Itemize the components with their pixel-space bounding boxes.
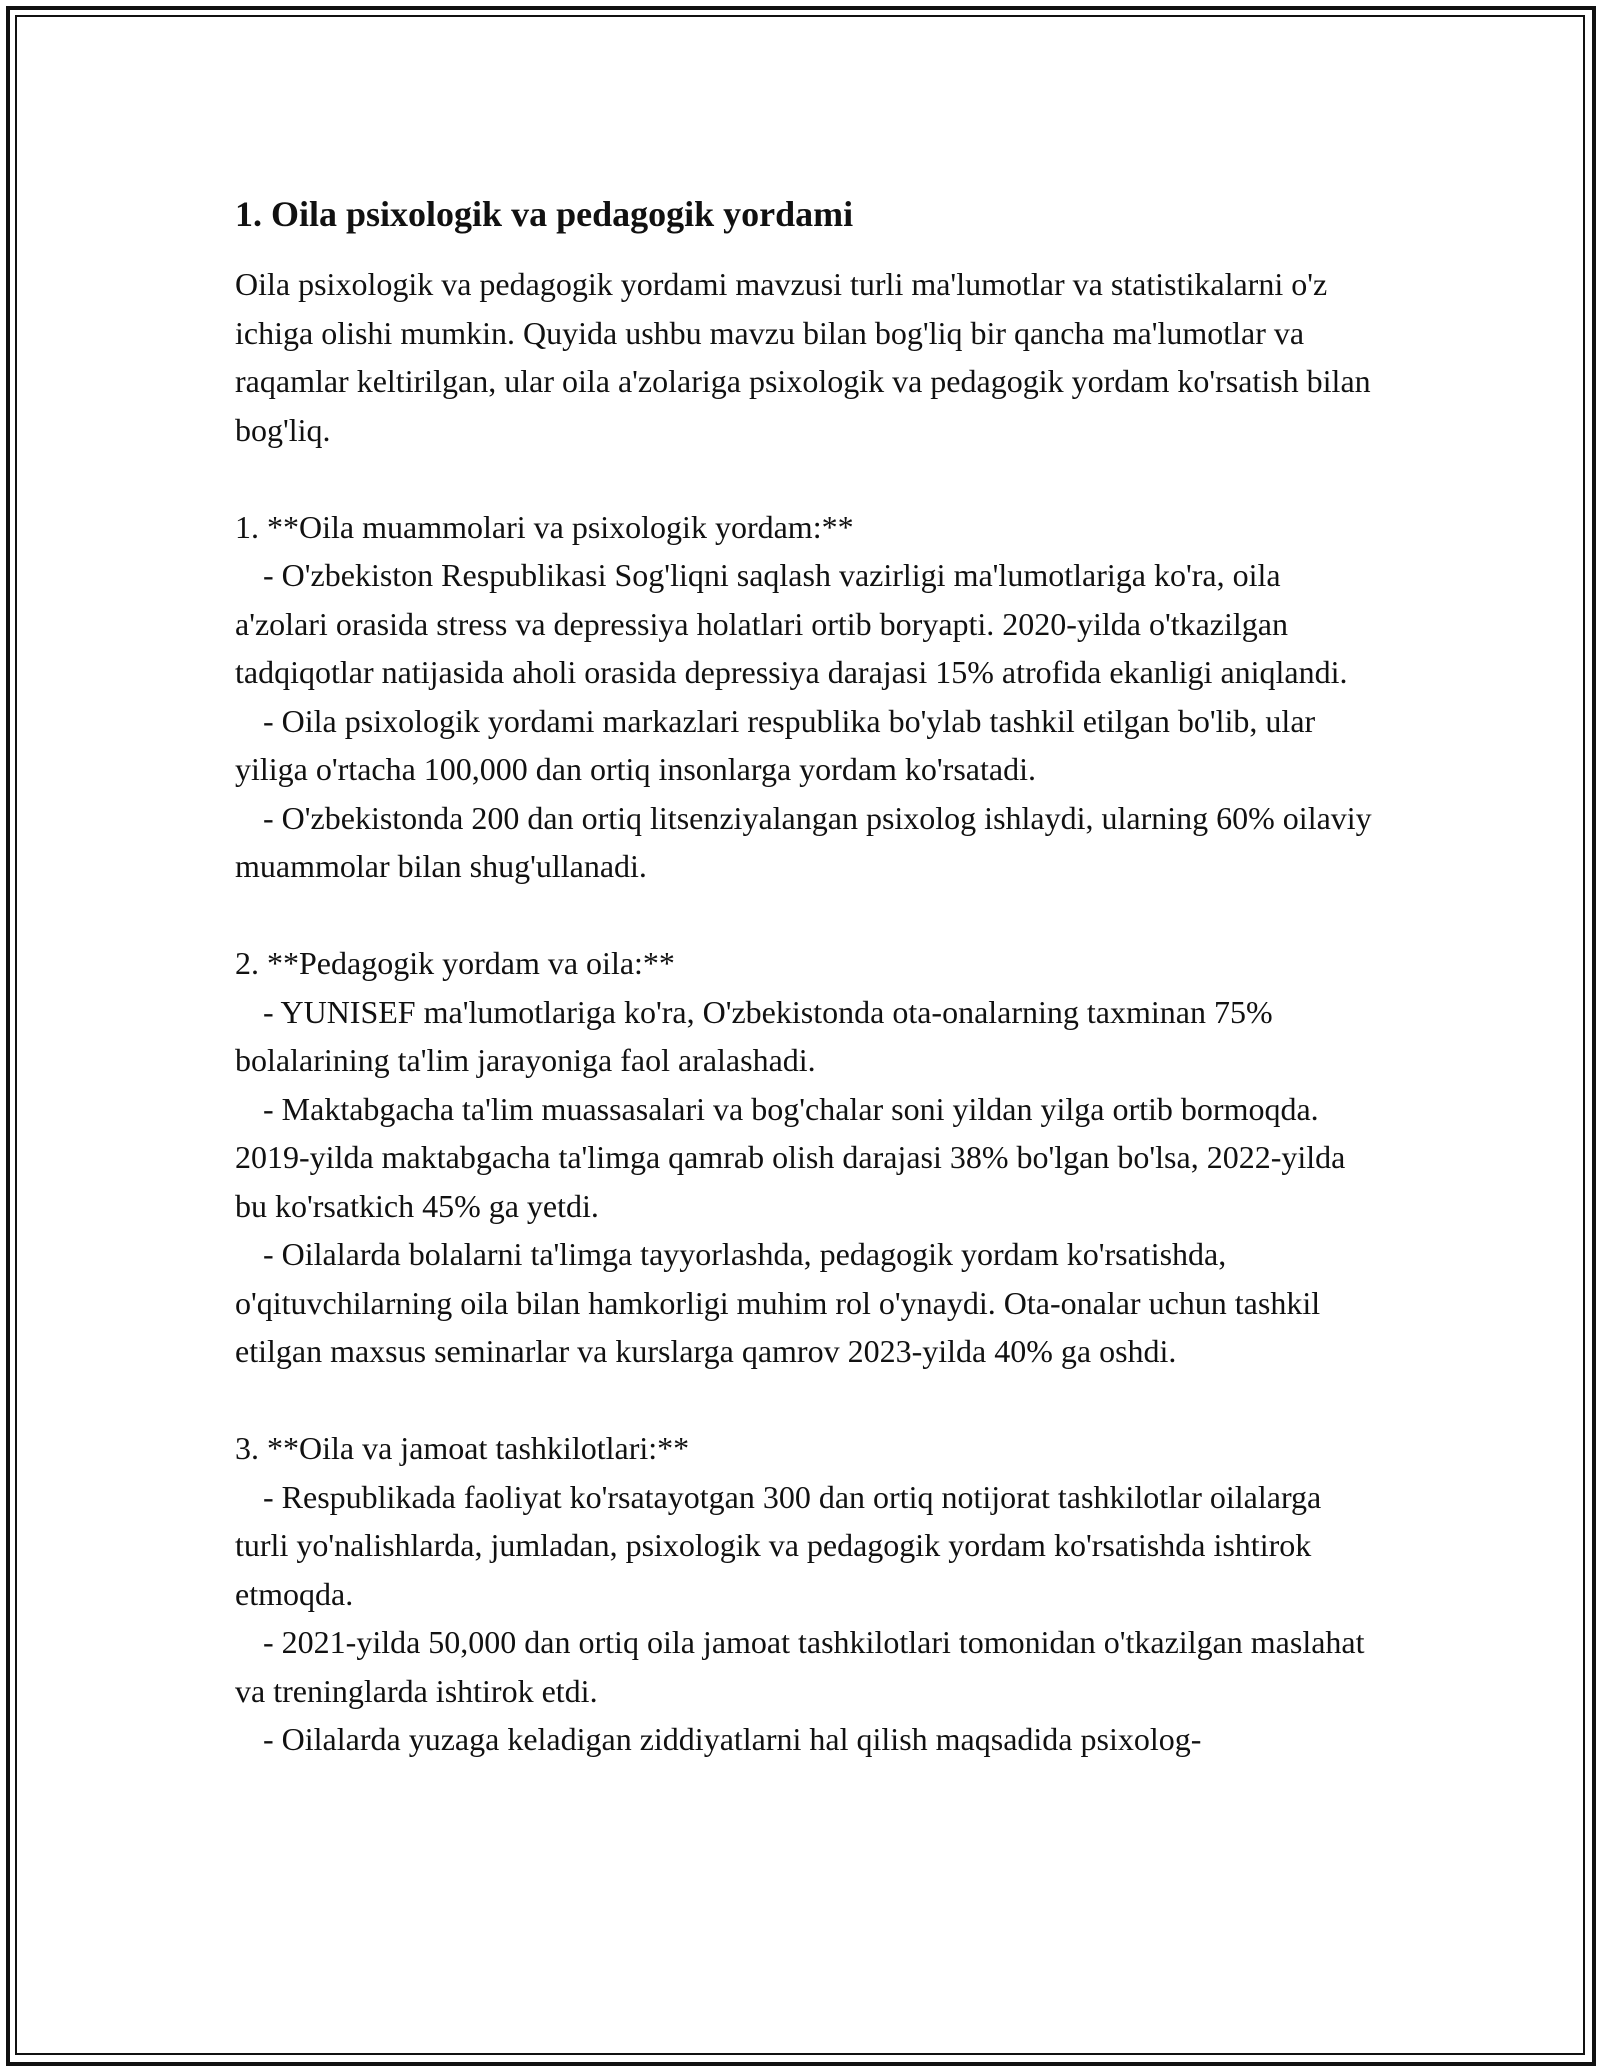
bullet-text: - Oila psixologik yordami markazlari respublika bo'ylab tashkil etilgan bo'lib, ular yiliga o'rtacha 100,000 dan ortiq insonlarga yordam ko'rsatadi. — [235, 702, 1316, 787]
document-body — [235, 180, 1375, 1764]
section-3 — [235, 1424, 1375, 1764]
bullet-item — [235, 988, 1375, 1085]
bullet-item — [235, 794, 1375, 891]
section-2 — [235, 939, 1375, 1376]
section-heading: 2. **Pedagogik yordam va oila:** — [235, 945, 675, 981]
bullet-item — [235, 1715, 1375, 1764]
bullet-text: - Oilalarda yuzaga keladigan ziddiyatlarni hal qilish maqsadida psixolog- — [263, 1721, 1202, 1757]
bullet-text: - Oilalarda bolalarni ta'limga tayyorlashda, pedagogik yordam ko'rsatishda, o'qituvchilarning oila bilan hamkorligi muhim rol o'ynaydi. Ota-onalar uchun tashkil etilgan maxsus seminarlar va kurslarga qamrov 2023-yilda 40% ga oshdi. — [235, 1236, 1321, 1369]
bullet-text: - Respublikada faoliyat ko'rsatayotgan 300 dan ortiq notijorat tashkilotlar oilalarga turli yo'nalishlarda, jumladan, psixologik va pedagogik yordam ko'rsatishda ishtirok etmoqda. — [235, 1478, 1322, 1612]
intro-paragraph: Oila psixologik va pedagogik yordami mavzusi turli ma'lumotlar va statistikalarni o'z ichiga olishi mumkin. Quyida ushbu mavzu bilan bog'liq bir qancha ma'lumotlar va raqamlar keltirilgan, ular oila a'zolariga psixologik va pedagogik yordam ko'rsatish bilan bog'liq. — [235, 266, 1371, 448]
section-1 — [235, 503, 1375, 891]
bullet-text: - O'zbekiston Respublikasi Sog'liqni saqlash vazirligi ma'lumotlariga ko'ra, oila a'zolari orasida stress va depressiya holatlari ortib boryapti. 2020-yilda o'tkazilgan tadqiqotlar natijasida aholi orasida depressiya darajasi 15% atrofida ekanligi aniqlandi. — [235, 557, 1348, 690]
bullet-text: - Maktabgacha ta'lim muassasalari va bog'chalar soni yildan yilga ortib bormoqda. 2019-yilda maktabgacha ta'limga qamrab olish darajasi 38% bo'lgan bo'lsa, 2022-yilda bu ko'rsatkich 45% ga yetdi. — [235, 1090, 1346, 1224]
bullet-item — [235, 1473, 1375, 1619]
bullet-text: - YUNISEF ma'lumotlariga ko'ra, O'zbekistonda ota-onalarning taxminan 75% bolalarining ta'lim jarayoniga faol aralashadi. — [235, 993, 1273, 1078]
section-heading: 3. **Oila va jamoat tashkilotlari:** — [235, 1430, 690, 1466]
bullet-item — [235, 551, 1375, 697]
bullet-item — [235, 1085, 1375, 1231]
bullet-item — [235, 697, 1375, 794]
bullet-text: - O'zbekistonda 200 dan ortiq litsenziyalangan psixolog ishlaydi, ularning 60% oilaviy muammolar bilan shug'ullanadi. — [235, 799, 1372, 884]
bullet-item — [235, 1230, 1375, 1376]
bullet-text: - 2021-yilda 50,000 dan ortiq oila jamoat tashkilotlari tomonidan o'tkazilgan maslahat va treninglarda ishtirok etdi. — [235, 1624, 1365, 1709]
document-title: 1. Oila psixologik va pedagogik yordami — [235, 194, 854, 234]
bullet-item — [235, 1618, 1375, 1715]
section-heading: 1. **Oila muammolari va psixologik yordam:** — [235, 508, 854, 545]
